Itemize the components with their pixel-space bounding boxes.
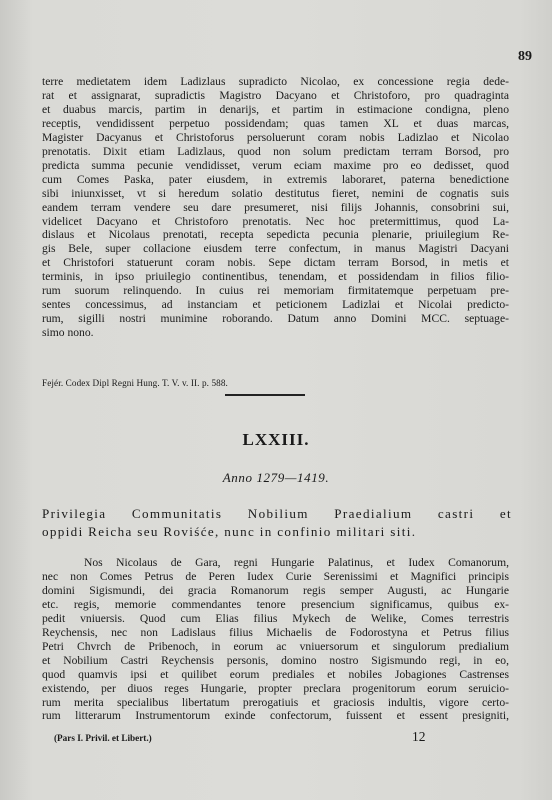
- signature-number: 12: [412, 729, 426, 744]
- text-line: etc. regis, memorie commendantes tenore presencium significamus, quibus ex-: [42, 597, 509, 611]
- source-footnote: Fejér. Codex Dipl Regni Hung. T. V. v. II. p. 588.: [42, 378, 228, 388]
- text-line: rat et assignarat, supradictis Magistro Dacyano et Christoforo, pro quadraginta: [42, 88, 509, 102]
- text-line: dislaus et Nicolaus prenotati, recepta sepedicta pecunia plenarie, priuilegium Re-: [42, 228, 509, 242]
- text-line: rum, sigilli nostri munimine roborando. Datum anno Domini MCC. septuage-: [42, 312, 509, 326]
- paragraph-1: [42, 75, 509, 340]
- text-line: quod quamvis ipsi et quilibet eorum prediales et nobiles Jobagiones Castrenses: [42, 667, 509, 681]
- document-title: [42, 505, 512, 541]
- text-line: pedit vniuersis. Quod cum Elias filius Mykech de Welike, Comes terrestris: [42, 611, 509, 625]
- title-line: Privilegia Communitatis Nobilium Praedialium castri et: [42, 506, 512, 521]
- text-line: eandem terram vendere seu dare presumeret, nisi filijs Johannis, consobrini sui,: [42, 200, 509, 214]
- text-line: et duabus marcis, partim in denarijs, et partim in estimacione condigna, pleno: [42, 102, 509, 116]
- paragraph-2: [42, 556, 509, 723]
- text-line: sentes concessimus, ad instanciam et peticionem Ladizlai et Nicolai predicto-: [42, 298, 509, 312]
- text-line: Reychensis, nec non Ladislaus filius Michaelis de Fodorostyna et Petrus filius: [42, 625, 509, 639]
- section-divider: [225, 394, 305, 396]
- document-number: LXXIII.: [242, 430, 310, 449]
- text-line: rum litterarum Instrumentorum exinde confectorum, fuissent et essent presigniti,: [42, 709, 509, 723]
- title-line: oppidi Reicha seu Roviśće, nunc in confinio militari siti.: [42, 524, 417, 539]
- text-line: cum Comes Paska, pater eiusdem, in extremis laboraret, paterna benedictione: [42, 172, 509, 186]
- text-line: simo nono.: [42, 326, 94, 340]
- text-line: videlicet Dacyano et Christoforo prenotatis. Nec hoc pretermittimus, quod La-: [42, 214, 509, 228]
- text-line: domini Sigismundi, dei gracia Romanorum regis semper Augusti, ac Hungarie: [42, 583, 509, 597]
- page-number: 89: [518, 49, 532, 64]
- text-line: sibi iniunxisset, vt si heredum solatio destitutus fieret, nemini de cognatis suis: [42, 186, 509, 200]
- text-line: receptis, vendidissent perpetuo possidendam; quas tamen XL et duas marcas,: [42, 116, 509, 130]
- text-line: existendo, per diuos reges Hungarie, propter preclara progenitorum eorum seruicio-: [42, 681, 509, 695]
- text-line: rum merita specialibus libertatum prerogatiuis et graciosis indultis, vigore certo-: [42, 695, 509, 709]
- text-line: et Nobilium Castri Reychensis personis, domino nostro Sigismundo regi, in eo,: [42, 653, 509, 667]
- document-date: Anno 1279—1419.: [222, 470, 330, 485]
- text-line: Magister Dacyanus et Christoforus persoluerunt coram nobis Ladizlao et Nicolao: [42, 130, 509, 144]
- text-line: predicta summa pecunie vendidisset, verum eciam maxime pro eo dedisset, quod: [42, 158, 509, 172]
- text-line: prenotatis. Dixit etiam Ladizlaus, quod non solum predictam terram Borsod, pro: [42, 144, 509, 158]
- text-line: rum suorum relinquendo. In cuius rei memoriam firmitatemque perpetuam pre-: [42, 284, 509, 298]
- text-line: terminis, in ipso priuilegio continentibus, tenendam, et possidendam in filios filio-: [42, 270, 509, 284]
- text-line: Petri Chvrch de Pribenoch, in eorum ac vniuersorum et singulorum predialium: [42, 639, 509, 653]
- signature-mark: (Pars I. Privil. et Libert.): [54, 733, 152, 743]
- text-line: et Christofori statuerunt coram nobis. Sepe dictam terram Borsod, in metis et: [42, 256, 509, 270]
- text-line: gis Bele, super collacione eiusdem terre confectum, in manus Magistri Dacyani: [42, 242, 509, 256]
- text-line: Nos Nicolaus de Gara, regni Hungarie Palatinus, et Iudex Comanorum,: [84, 556, 509, 569]
- text-line: nec non Comes Petrus de Peren Iudex Curie Serenissimi et Magnifici principis: [42, 569, 509, 583]
- text-line: terre medietatem idem Ladizlaus supradicto Nicolao, ex concessione regia dede-: [42, 75, 509, 88]
